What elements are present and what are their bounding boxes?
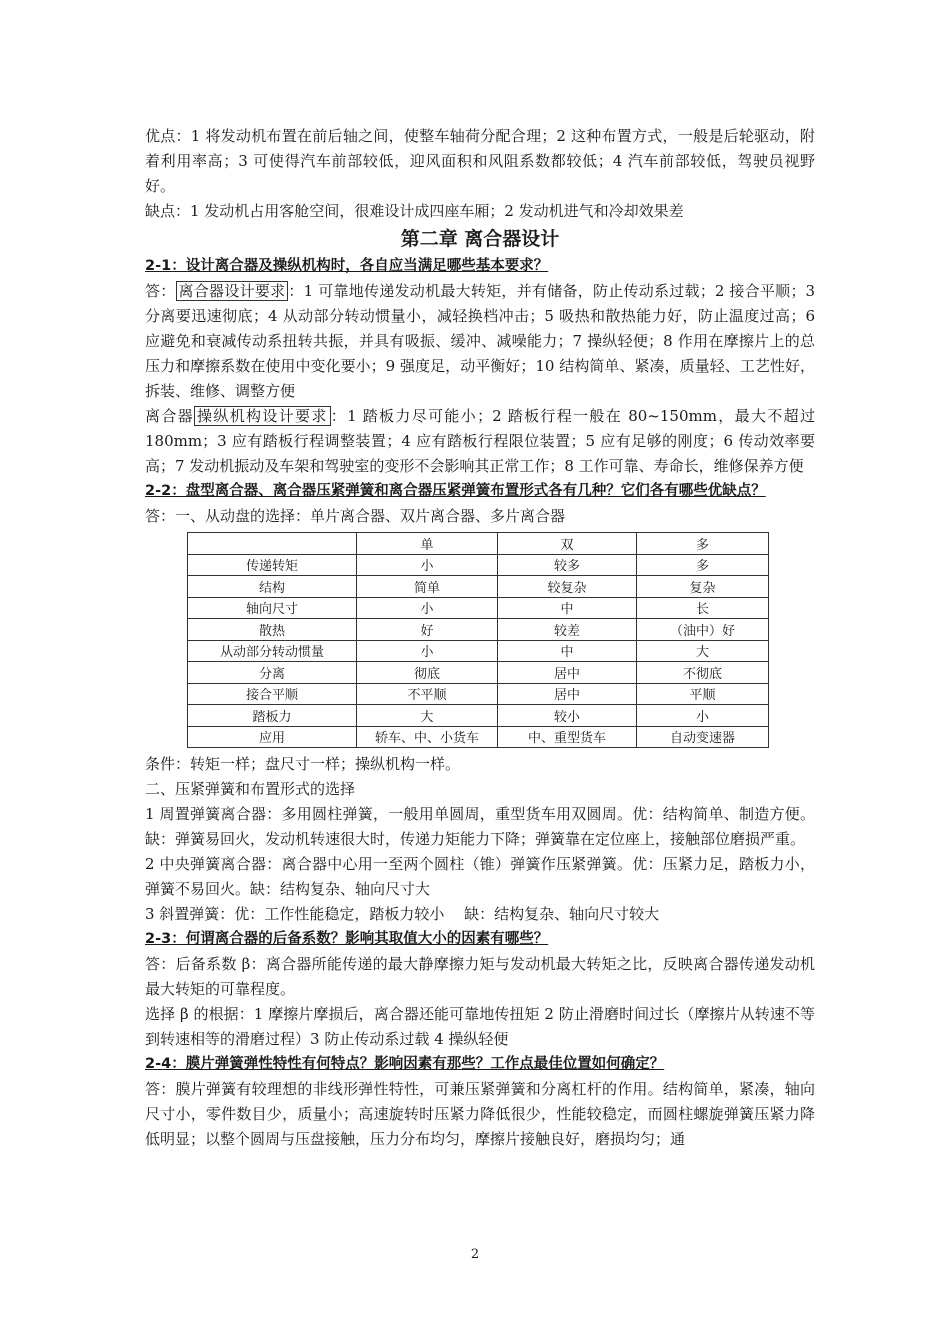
- document-page: [145, 124, 815, 1152]
- table-cell: 中: [498, 640, 637, 662]
- table-cell: 应用: [188, 726, 357, 748]
- table-cell: 小: [357, 554, 498, 576]
- table-cell: 分离: [188, 662, 357, 684]
- table-condition: 条件：转矩一样；盘尺寸一样；操纵机构一样。: [145, 755, 461, 773]
- table-cell: 结构: [188, 576, 357, 598]
- spring-type-3: 3 斜置弹簧：优：工作性能稳定，踏板力较小 缺：结构复杂、轴向尺寸较大: [145, 905, 660, 923]
- table-cell: 不平顺: [357, 683, 498, 705]
- answer-2-2-intro: 答：一、从动盘的选择：单片离合器、双片离合器、多片离合器: [145, 507, 566, 525]
- table-cell: 平顺: [637, 683, 769, 705]
- table-cell: 轴向尺寸: [188, 597, 357, 619]
- table-cell: 接合平顺: [188, 683, 357, 705]
- table-cell: 小: [357, 640, 498, 662]
- table-row: [188, 640, 769, 662]
- table-row: [188, 705, 769, 727]
- table-row: [188, 597, 769, 619]
- answer-text: ：1 可靠地传递发动机最大转矩，并有储备，防止传动系过载；2 接合平顺；3 分离要迅速彻底；4 从动部分转动惯量小，减轻换档冲击；5 吸热和散热能力好，防止温度过高；6 应避免和衰减传动系扭转共振，并具有吸振、缓冲、减噪能力；7 操纵轻便；8 作用在摩擦片上的总压力和摩擦系数在使用中变化要小；9 强度足，动平衡好；10 结构简单、紧凑，质量轻、工艺性好，拆装、维修、调整方便: [145, 282, 815, 400]
- question-2-2: 2-2：盘型离合器、离合器压紧弹簧和离合器压紧弹簧布置形式各有几种？它们各有哪些优缺点？: [145, 483, 766, 499]
- table-header-cell: 双: [498, 533, 637, 555]
- table-cell: （油中）好: [637, 619, 769, 641]
- table-cell: 彻底: [357, 662, 498, 684]
- table-header-cell: [188, 533, 357, 555]
- table-cell: 自动变速器: [637, 726, 769, 748]
- answer-2-1-control: [145, 404, 815, 479]
- answer-2-4: 答：膜片弹簧有较理想的非线形弹性特性，可兼压紧弹簧和分离杠杆的作用。结构简单，紧凑，轴向尺寸小，零件数目少，质量小；高速旋转时压紧力降低很少，性能较稳定，而圆柱螺旋弹簧压紧力降低明显；以整个圆周与压盘接触，压力分布均匀，摩擦片接触良好，磨损均匀；通: [145, 1080, 815, 1148]
- table-cell: 好: [357, 619, 498, 641]
- table-row: [188, 554, 769, 576]
- chapter-title: 第二章 离合器设计: [400, 228, 560, 250]
- table-cell: 居中: [498, 683, 637, 705]
- section-spring-heading: 二、压紧弹簧和布置形式的选择: [145, 780, 356, 798]
- table-cell: 长: [637, 597, 769, 619]
- spring-type-2: 2 中央弹簧离合器：离合器中心用一至两个圆柱（锥）弹簧作压紧弹簧。优：压紧力足，踏板力小，弹簧不易回火。缺：结构复杂、轴向尺寸大: [145, 855, 815, 898]
- page-number: 2: [470, 1247, 480, 1262]
- table-row: [188, 662, 769, 684]
- table-cell: 较小: [498, 705, 637, 727]
- table-cell: 中、重型货车: [498, 726, 637, 748]
- table-cell: 踏板力: [188, 705, 357, 727]
- answer-2-1-clutch: [145, 279, 815, 404]
- spring-type-1: 1 周置弹簧离合器：多用圆柱弹簧，一般用单圆周，重型货车用双圆周。优：结构简单、制造方便。缺：弹簧易回火，发动机转速很大时，传递力矩能力下降；弹簧靠在定位座上，接触部位磨损严重。: [145, 805, 815, 848]
- intro-cons: 缺点：1 发动机占用客舱空间，很难设计成四座车厢；2 发动机进气和冷却效果差: [145, 202, 684, 220]
- table-cell: 较复杂: [498, 576, 637, 598]
- question-2-3: 2-3：何谓离合器的后备系数？影响其取值大小的因素有哪些？: [145, 931, 549, 947]
- table-cell: 小: [357, 597, 498, 619]
- answer-prefix: 答：: [145, 282, 176, 300]
- table-cell: 从动部分转动惯量: [188, 640, 357, 662]
- answer-2-3: 答：后备系数 β：离合器所能传递的最大静摩擦力矩与发动机最大转矩之比，反映离合器传递发动机最大转矩的可靠程度。: [145, 955, 815, 998]
- table-cell: 多: [637, 554, 769, 576]
- table-cell: 复杂: [637, 576, 769, 598]
- table-cell: 较差: [498, 619, 637, 641]
- answer-text: ：1 踏板力尽可能小；2 踏板行程一般在 80~150mm，最大不超过 180mm；3 应有踏板行程调整装置；4 应有踏板行程限位装置；5 应有足够的刚度；6 传动效率要高；7 发动机振动及车架和驾驶室的变形不会影响其正常工作；8 工作可靠、寿命长，维修保养方便: [145, 407, 815, 475]
- table-header-cell: 单: [357, 533, 498, 555]
- boxed-term-clutch-requirements: 离合器设计要求: [176, 281, 289, 301]
- table-row: [188, 576, 769, 598]
- table-cell: 简单: [357, 576, 498, 598]
- table-cell: 不彻底: [637, 662, 769, 684]
- table-header-row: [188, 533, 769, 555]
- boxed-term-control-requirements: 操纵机构设计要求: [194, 406, 331, 426]
- answer-prefix: 离合器: [145, 407, 195, 425]
- table-row: [188, 726, 769, 748]
- comparison-table: [187, 532, 769, 748]
- question-2-1: 2-1：设计离合器及操纵机构时，各自应当满足哪些基本要求？: [145, 258, 549, 274]
- table-header-cell: 多: [637, 533, 769, 555]
- answer-2-3-basis: 选择 β 的根据：1 摩擦片摩损后，离合器还能可靠地传扭矩 2 防止滑磨时间过长（摩擦片从转速不等到转速相等的滑磨过程）3 防止传动系过载 4 操纵轻便: [145, 1005, 815, 1048]
- table-cell: 大: [357, 705, 498, 727]
- table-cell: 轿车、中、小货车: [357, 726, 498, 748]
- intro-pros: 优点：1 将发动机布置在前后轴之间，使整车轴荷分配合理；2 这种布置方式，一般是后轮驱动，附着利用率高；3 可使得汽车前部较低，迎风面积和风阻系数都较低；4 汽车前部较低，驾驶员视野好。: [145, 127, 815, 195]
- table-cell: 中: [498, 597, 637, 619]
- table-cell: 散热: [188, 619, 357, 641]
- table-cell: 传递转矩: [188, 554, 357, 576]
- question-2-4: 2-4：膜片弹簧弹性特性有何特点？影响因素有那些？工作点最佳位置如何确定？: [145, 1056, 665, 1072]
- table-row: [188, 619, 769, 641]
- table-cell: 居中: [498, 662, 637, 684]
- table-cell: 较多: [498, 554, 637, 576]
- table-cell: 小: [637, 705, 769, 727]
- table-row: [188, 683, 769, 705]
- table-cell: 大: [637, 640, 769, 662]
